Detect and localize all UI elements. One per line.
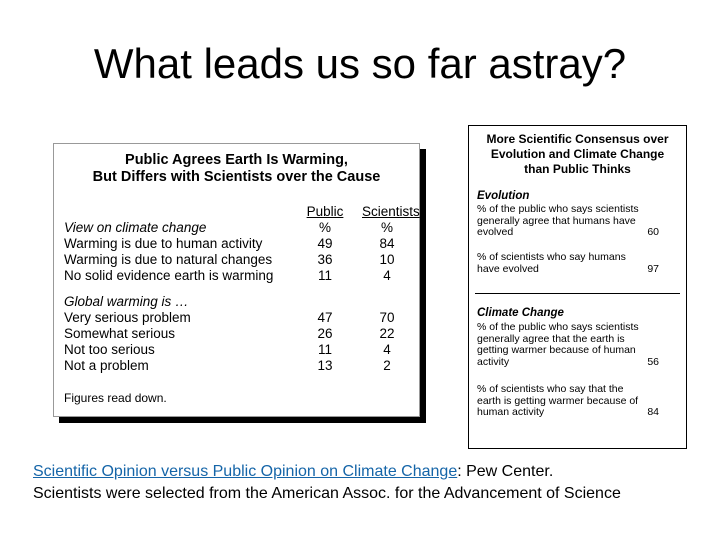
item-value: 56	[647, 355, 659, 368]
source-line1	[33, 461, 621, 483]
divider	[475, 293, 680, 294]
public-value: 36	[317, 252, 333, 267]
scientists-value: 10	[379, 252, 395, 267]
section-row	[64, 294, 414, 310]
scientists-value: 2	[383, 358, 391, 373]
public-value: 11	[317, 268, 332, 283]
consensus-title-line2: Evolution and Climate Change	[490, 147, 665, 161]
col-header-public: Public	[306, 204, 344, 219]
item-value: 97	[647, 262, 659, 275]
public-value: 47	[317, 310, 333, 325]
consensus-title-line1: More Scientific Consensus over	[486, 132, 669, 146]
table-row	[64, 342, 414, 358]
row-label: Very serious problem	[64, 310, 191, 325]
item-text: % of the public who says scientists generally agree that humans have evolved	[477, 203, 639, 238]
item-text: % of scientists who say humans have evolved	[477, 251, 626, 275]
scientists-value: 4	[383, 342, 391, 357]
table-row	[64, 326, 414, 342]
item-text: % of the public who says scientists generally agree that the earth is getting warmer because of human activity	[477, 321, 639, 368]
scientists-value: 4	[383, 268, 391, 283]
public-value: 26	[317, 326, 333, 341]
slide-title: What leads us so far astray?	[93, 40, 627, 87]
source-link[interactable]: Scientific Opinion versus Public Opinion on Climate Change	[33, 463, 458, 480]
section-label: View on climate change	[64, 220, 207, 235]
pct-public: %	[318, 220, 331, 235]
table-title	[54, 152, 419, 186]
table-row	[64, 310, 414, 326]
table-row	[64, 358, 414, 374]
list-item	[477, 384, 677, 419]
row-label: No solid evidence earth is warming	[64, 268, 274, 283]
scientists-value: 84	[379, 236, 395, 251]
consensus-title-line3: than Public Thinks	[524, 162, 631, 176]
public-value: 13	[317, 358, 333, 373]
col-header-scientists: Scientists	[362, 204, 420, 219]
source-suffix: : Pew Center.	[457, 463, 554, 480]
pct-scientists: %	[380, 220, 393, 235]
scientists-value: 70	[379, 310, 395, 325]
list-item	[477, 204, 677, 239]
row-label: Somewhat serious	[64, 326, 176, 341]
table-row	[64, 268, 414, 284]
section-row	[64, 220, 414, 236]
public-value: 11	[317, 342, 332, 357]
table-row	[64, 236, 414, 252]
section-label-climate: Climate Change	[477, 307, 564, 319]
source-line2: Scientists were selected from the American Assoc. for the Advancement of Science	[33, 485, 621, 502]
consensus-table	[468, 125, 687, 449]
consensus-title	[469, 132, 686, 177]
public-value: 49	[317, 236, 333, 251]
table-note: Figures read down.	[64, 391, 167, 405]
row-label: Not too serious	[64, 342, 155, 357]
section-label-evolution: Evolution	[477, 190, 530, 202]
table-title-line2: But Differs with Scientists over the Cause	[92, 169, 381, 185]
list-item	[477, 252, 677, 275]
item-value: 60	[647, 226, 659, 238]
row-label: Not a problem	[64, 358, 149, 373]
table-row	[64, 252, 414, 268]
list-item	[477, 322, 677, 368]
item-value: 84	[647, 406, 659, 418]
column-header-row	[64, 204, 420, 220]
row-label: Warming is due to natural changes	[64, 252, 273, 267]
source-caption	[33, 461, 621, 505]
public-vs-scientists-table	[53, 143, 420, 417]
item-text: % of scientists who say that the earth is getting warmer because of human activity	[477, 383, 639, 418]
scientists-value: 22	[379, 326, 395, 341]
table-title-line1: Public Agrees Earth Is Warming,	[125, 152, 348, 168]
section-label: Global warming is …	[64, 294, 189, 309]
row-label: Warming is due to human activity	[64, 236, 263, 251]
